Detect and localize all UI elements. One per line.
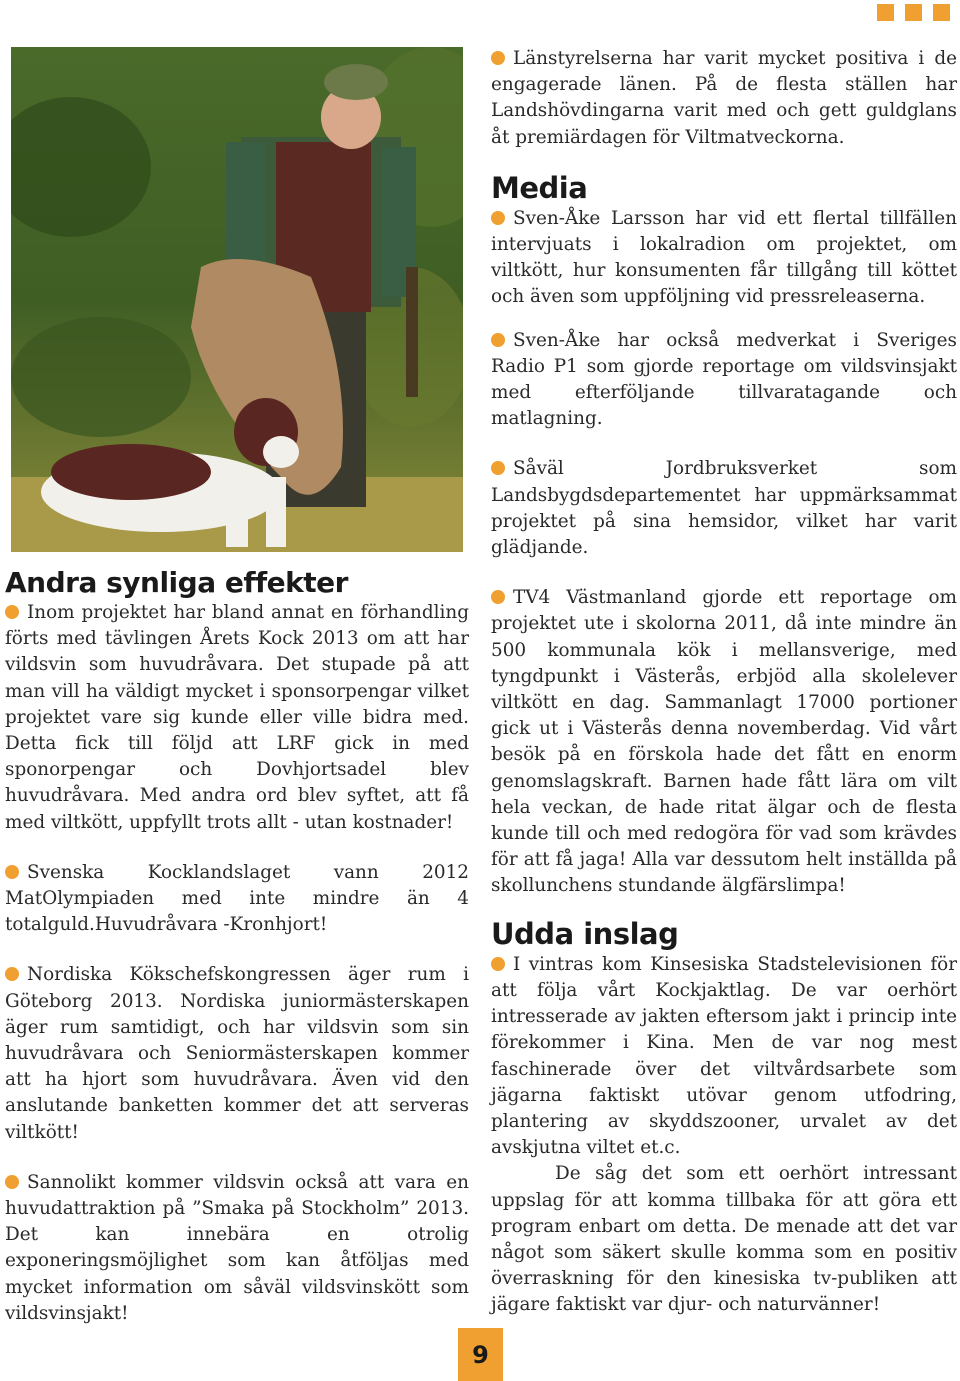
bullet-dot-icon [5, 605, 19, 619]
media-paragraph-4: TV4 Västmanland gjorde ett reportage om projektet ute i skolorna 2011, då inte mindre än 500 kommunala kök i mellansverige, med tyngdpunkt i Västerås, erbjöd alla skolelever viltkött en dag. Sammanlagt 17000 portioner gick ut i Västerås denna novemberdag. Vid vårt besök på en förskola hade det fått en enorm genomslagskraft. Barnen hade fått lära om vilt hela veckan, de hade ritat älgar och de flesta kunde till och med redogöra för vad som krävdes för att få jaga! Alla var dessutom helt inställda på skollunchens stundande älgfärslimpa! [491, 587, 957, 897]
andra-paragraph-2: Svenska Kocklandslaget vann 2012 MatOlympiaden med inte mindre än 4 totalguld.Huvudråvara -Kronhjort! [5, 861, 469, 936]
andra-paragraph-3: Nordiska Kökschefskongressen äger rum i Göteborg 2013. Nordiska juniormästerskapen äger rum samtidigt, och har vildsvin som sin huvudråvara och Seniormästerskapen kommer att ha hjort som huvudråvara. Även vid den anslutande banketten kommer det att serveras viltkött! [5, 964, 469, 1143]
decor-square-2 [905, 4, 922, 21]
udda-paragraph-1: I vintras kom Kinsesiska Stadstelevisionen för att följa vårt Kockjaktlag. De var oerhört intresserade av jakten eftersom jakt i princip inte förekommer i Kina. Men de var nog mest faschinerade över det viltvårdsarbete som jägarna faktiskt utövar genom utfodring, plantering av skyddszooner, urvalet av det avskjutna viltet et.c. [491, 953, 957, 1159]
page-number: 9 [458, 1328, 503, 1381]
andra-paragraph-4: Sannolikt kommer vildsvin också att vara en huvudattraktion på ”Smaka på Stockholm” 2013. Det kan innebära en otrolig exponeringsmöjlighet som kan åtföljas med mycket information om såväl vildsvinskött som vildsvinsjakt! [5, 1171, 469, 1324]
bullet-dot-icon [5, 967, 19, 981]
decor-square-1 [877, 4, 894, 21]
media-heading: Media [491, 170, 588, 205]
right-column [491, 46, 957, 1319]
left-column [5, 566, 469, 1327]
andra-heading: Andra synliga effekter [5, 566, 348, 599]
udda-heading: Udda inslag [491, 916, 679, 951]
intro-paragraph: Länstyrelserna har varit mycket positiva i de engagerade länen. På de flesta ställen har Landshövdingarna varit med och gett guldglans åt premiärdagen för Viltmatveckorna. [491, 48, 957, 148]
media-paragraph-3: Såväl Jordbruksverket som Landsbygdsdepartementet har uppmärksammat projektet på sina hemsidor, vilket har varit glädjande. [491, 458, 957, 559]
andra-paragraph-1: Inom projektet har bland annat en förhandling förts med tävlingen Årets Kock 2013 om att har vildsvin som huvudråvara. Det stupade på att man vill ha väldigt mycket i sponsorpengar vilket projektet vare sig kunde eller ville bidra med. Detta fick till följd att LRF gick in med sponorpengar och Dovhjortsadel blev huvudråvara. Med andra ord blev syftet, att få med viltkött, uppfyllt trots allt - utan kostnader! [5, 602, 469, 833]
bullet-dot-icon [491, 461, 505, 475]
bullet-dot-icon [491, 957, 505, 971]
bullet-dot-icon [5, 1175, 19, 1189]
media-paragraph-2: Sven-Åke har också medverkat i Sveriges Radio P1 som gjorde reportage om vildsvinsjakt med efterföljande tillvaratagande och matlagning. [491, 329, 957, 430]
bullet-dot-icon [5, 865, 19, 879]
bullet-dot-icon [491, 211, 505, 225]
decor-square-3 [933, 4, 950, 21]
bullet-dot-icon [491, 51, 505, 65]
bullet-dot-icon [491, 333, 505, 347]
hunter-with-dog-photo [11, 47, 463, 552]
media-paragraph-1: Sven-Åke Larsson har vid ett flertal tillfällen intervjuats i lokalradion om projektet, om viltkött, hur konsumenten får tillgång till köttet och även som uppföljning vid pressreleaserna. [491, 207, 957, 308]
udda-paragraph-2: De såg det som ett oerhört intressant uppslag för att komma tillbaka för att göra ett program enbart om detta. De menade att det var något som säkert skulle komma som en positiv överraskning för den kinesiska tv-publiken att jägare faktiskt var djur- och naturvänner! [491, 1163, 957, 1316]
bullet-dot-icon [491, 590, 505, 604]
